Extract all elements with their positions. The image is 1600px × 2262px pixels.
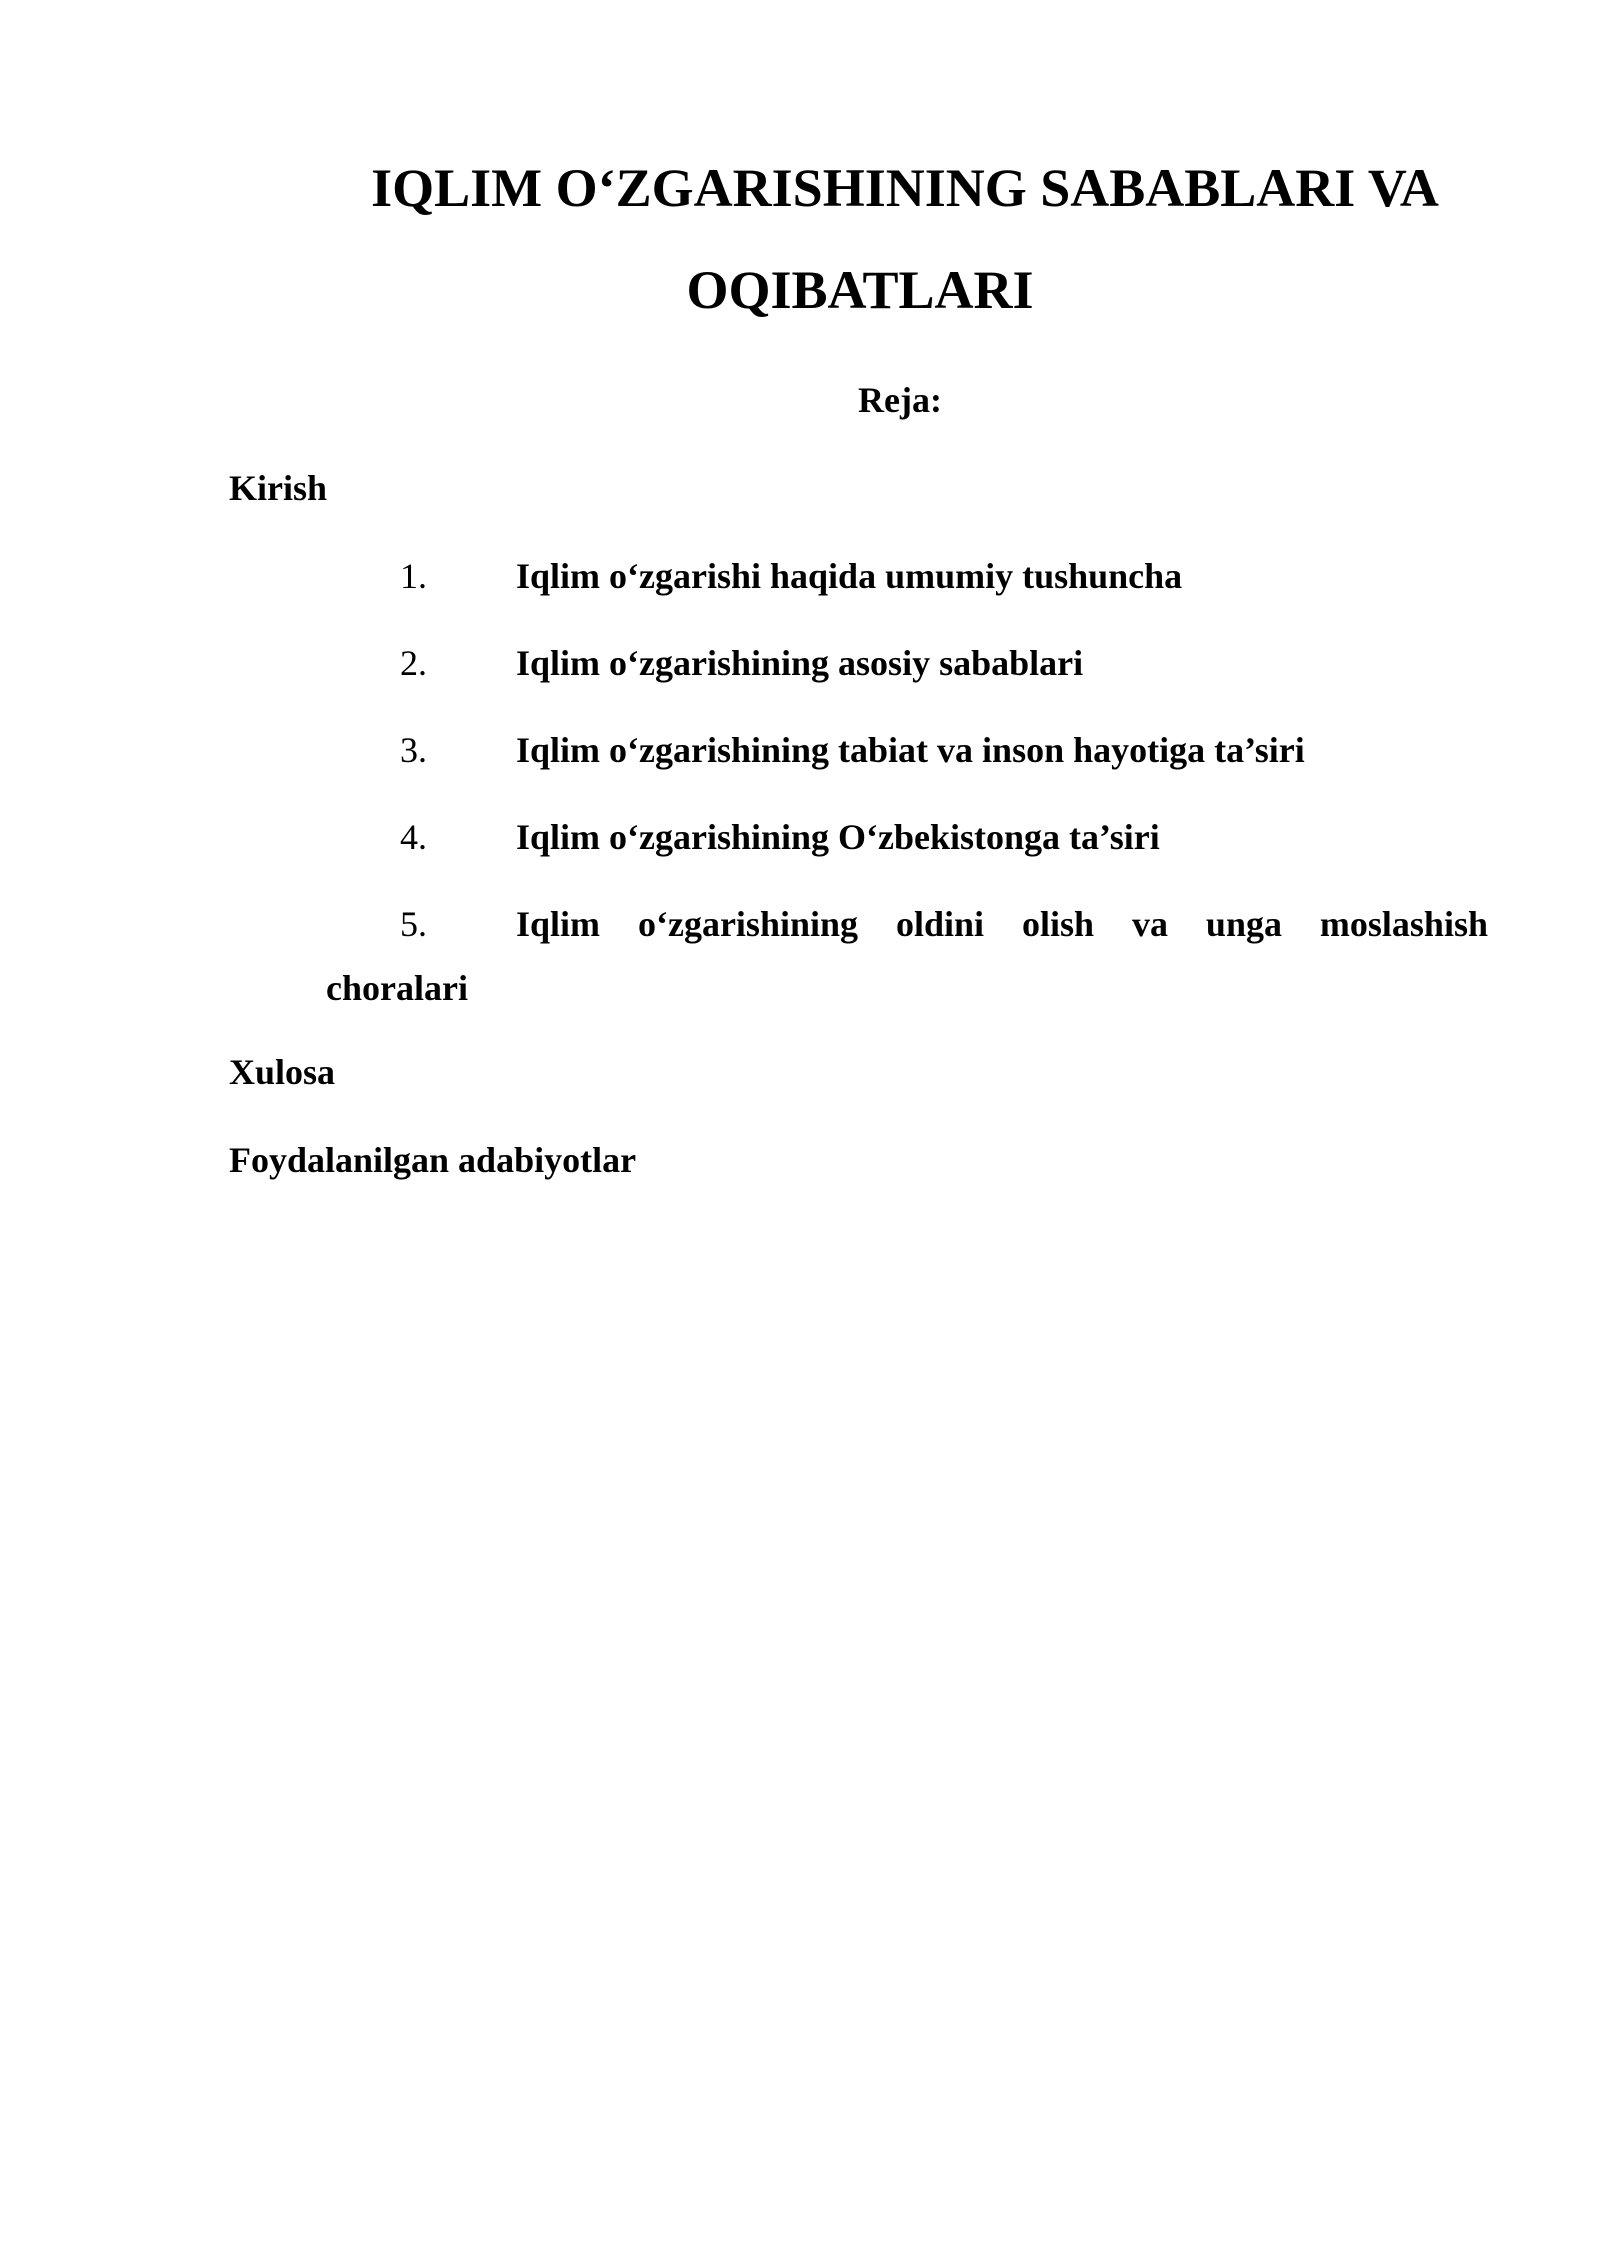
document-title-line-1: IQLIM O‘ZGARISHINING SABABLARI VA xyxy=(371,158,1439,218)
plan-item-text: Iqlim o‘zgarishining tabiat va inson hayotiga ta’siri xyxy=(516,730,1305,770)
section-intro: Kirish xyxy=(229,468,328,508)
document-title-line-2: OQIBATLARI xyxy=(686,260,1034,320)
plan-item-number: 5. xyxy=(400,904,427,944)
plan-item-number: 4. xyxy=(400,817,427,857)
plan-heading: Reja: xyxy=(858,380,942,420)
plan-item-text: Iqlim o‘zgarishining O‘zbekistonga ta’siri xyxy=(516,817,1160,857)
plan-item-text: Iqlim o‘zgarishining oldini olish va unga moslashish xyxy=(516,904,1488,944)
plan-item-text: Iqlim o‘zgarishining asosiy sabablari xyxy=(516,643,1084,683)
plan-item-text: Iqlim o‘zgarishi haqida umumiy tushuncha xyxy=(516,556,1183,596)
plan-item-number: 3. xyxy=(400,730,427,770)
plan-item-5-continuation: choralari xyxy=(326,968,468,1008)
plan-item-number: 1. xyxy=(400,556,427,596)
section-conclusion: Xulosa xyxy=(229,1052,336,1092)
section-references: Foydalanilgan adabiyotlar xyxy=(229,1140,637,1180)
plan-item-number: 2. xyxy=(400,643,427,683)
